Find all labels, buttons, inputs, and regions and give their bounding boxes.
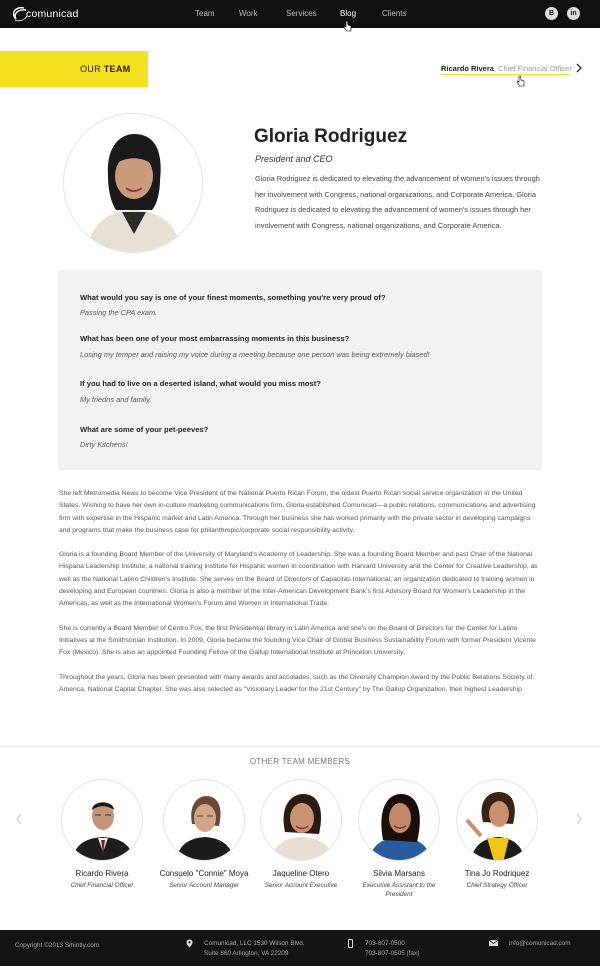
chevron-right-icon[interactable] (575, 62, 583, 74)
copyright-text: Copyright ©2013 Smintly.com (15, 942, 100, 949)
qa-question: If you had to live on a deserted island, what would you miss most? (80, 379, 321, 388)
top-nav (0, 0, 600, 28)
team-member-card[interactable] (52, 779, 152, 891)
hand-cursor-icon (516, 75, 525, 87)
chevron-left-icon[interactable] (15, 812, 23, 826)
member-name: Consuelo "Connie" Moya (159, 869, 249, 878)
next-member-underline (441, 74, 570, 75)
team-text: TEAM (103, 64, 131, 74)
team-member-card[interactable] (251, 779, 351, 891)
nav-blog[interactable]: Blog (340, 9, 357, 18)
other-team-heading: OTHER TEAM MEMBERS (249, 757, 351, 766)
bio-paragraph: She left Metromedia News to become Vice President of the National Puerto Rican Forum, the oldest Puerto Rican social service organization in the United States. Wishing to have her own in-culture marketing communications firm, Gloria established Comunicad—a public relations, communications and advertising firm with expertise in the Hispanic market and Latin America. Through her business she has worked primarily with the private sector in developing campaigns and programs that make the business case for philanthropic/corporate social responsibility activity. (59, 490, 536, 534)
qa-question: What would you say is one of your finest moments, something you're very proud of? (80, 293, 386, 302)
profile-summary: Gloria Rodriguez is dedicated to elevating the advancement of women's issues through her involvement with Congress, national organizations, and Corporate America. Gloria Rodriguez is dedicated to elevating the advancement of women's issues through her involvement with Congress, national organizations, and Corporate America. (255, 174, 540, 230)
member-photo (358, 779, 440, 861)
member-role: Senior Account Executive (264, 882, 338, 889)
footer-address-line-1: Comunicad, LLC 1530 Wilson Blvd. (204, 940, 305, 947)
footer-address-line-2: Suite 860 Arlington, VA 22209 (204, 950, 289, 957)
qa-answer: Dirty Kitchens! (80, 440, 128, 449)
nav-clients[interactable]: Clients (382, 9, 407, 18)
member-photo (61, 779, 143, 861)
blogger-icon[interactable]: B (545, 7, 558, 20)
footer (0, 930, 600, 966)
nav-services[interactable]: Services (286, 9, 317, 18)
mail-icon (489, 940, 498, 946)
location-pin-icon (186, 939, 193, 948)
bio-paragraph: Gloria is a founding Board Member of the University of Maryland's Academy of Leadership. She was a founding Board Member and past Chair of the National Hispana Leadership Institute, a national training institute for Hispanic women in coordination with Harvard University and the Center for Creative Leadership, as well as the National Latino Children's Institute. She serves on the Board of Directors of Capacitas International, an organization dedicated to training women in developing and European countries. Gloria is also a member of the Inter-American Development Bank's first Advisory Board for Women's Leadership in the Americas, as well as the International Women's Forum and Women in International Trade. (59, 551, 538, 608)
member-photo (260, 779, 342, 861)
logo[interactable] (10, 5, 90, 23)
nav-team[interactable]: Team (195, 9, 215, 18)
team-member-card[interactable] (154, 779, 254, 891)
our-team-label (80, 64, 130, 74)
member-name: Jaqueline Otero (272, 869, 330, 878)
linkedin-icon[interactable]: in (567, 7, 580, 20)
member-role: Executive Assistant to the President (362, 882, 436, 898)
footer-fax: 703-807-0505 (fax) (365, 950, 420, 957)
hand-cursor-icon (343, 20, 352, 32)
team-member-card[interactable] (349, 779, 449, 899)
logo-text: comunicad (26, 8, 79, 20)
footer-email[interactable]: info@comunicad.com (509, 940, 571, 947)
next-member-role: , Chief Financial Officer (493, 64, 572, 73)
member-role: Senior Account Manager (168, 882, 240, 889)
qa-question: What are some of your pet-peeves? (80, 425, 209, 434)
profile-title: President and CEO (255, 154, 333, 164)
section-divider (0, 746, 600, 747)
qa-answer: My friedns and family. (80, 395, 152, 404)
next-member-link[interactable] (441, 64, 572, 73)
member-name: Silvia Marsans (372, 869, 425, 878)
our-team-banner (0, 51, 148, 87)
team-member-card[interactable] (447, 779, 547, 891)
footer-phone[interactable]: 703-807-0500 (365, 940, 405, 947)
nav-work[interactable]: Work (239, 9, 258, 18)
member-role: Chief Financial Officer (70, 882, 134, 889)
qa-answer: Passing the CPA exam. (80, 308, 158, 317)
chevron-right-icon[interactable] (575, 812, 583, 826)
bio-section (59, 488, 541, 716)
member-name: Ricardo Rivera (75, 869, 129, 878)
profile-photo (63, 113, 203, 253)
qa-answer: Losing my temper and raising my voice during a meeting because one person was being extremely biased! (80, 350, 430, 359)
bio-paragraph: She is currently a Board Member of Centro Fox, the first Presidential library in Latin America and she's on the Board of Directors for the Center for Latino Initiatives at the Smithsonian Institution. In 2009, Gloria became the founding Vice Chair of Global Business Sustainability Forum with former President Vicente Fox (Mexico). She is also an appointed Founding Fellow of the Gallup International Institute at Princeton University. (59, 624, 536, 657)
member-name: Tina Jo Rodriquez (464, 869, 530, 878)
qa-question: What has been one of your most embarrassing moments in this business? (80, 334, 350, 343)
portrait-image (64, 114, 203, 253)
member-photo (163, 779, 245, 861)
member-photo (456, 779, 538, 861)
next-member-name: Ricardo Rivera (441, 64, 494, 73)
our-text: OUR (80, 64, 101, 74)
bio-paragraph: Throughout the years, Gloria has been presented with many awards and accolades, such as the Diversity Champion Award by the Public Relations Society of America, National Capital Chapter. She was also selected as "Visionary Leader for the 21st Century" by The Gallup Organization, their highest Leadership (59, 673, 533, 693)
profile-name: Gloria Rodriguez (254, 126, 408, 147)
member-role: Chief Strategy Officer (466, 882, 528, 889)
phone-icon (348, 939, 353, 948)
